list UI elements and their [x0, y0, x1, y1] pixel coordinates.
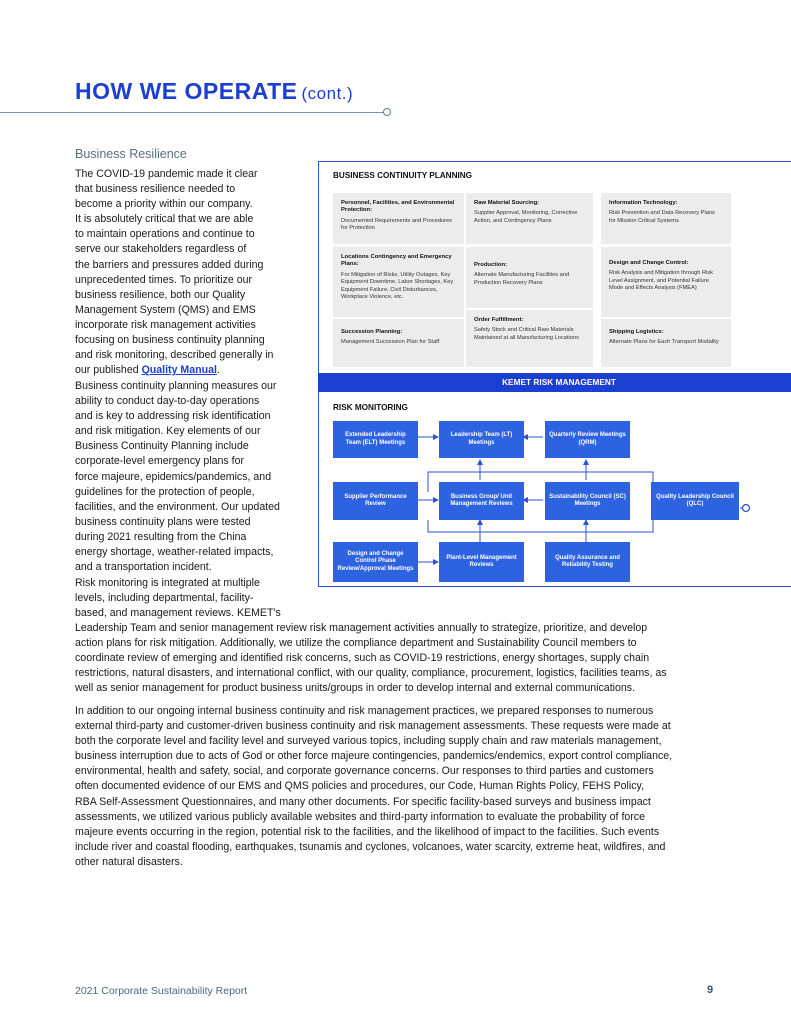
text-line: during 2021 resulting from the China — [75, 530, 247, 543]
text-line: both the corporate level and facility level and surveyed various topics, including supply chain and raw materials management, — [75, 735, 662, 748]
text-line: external third-party and customer-driven business continuity and risk management assessments. These requests were made at — [75, 720, 671, 733]
paragraph-intro-last-line — [75, 363, 315, 378]
text-line: RBA Self-Assessment Questionnaires, and many other documents. For specific facility-based surveys and business impact — [75, 795, 651, 808]
text-line: well as senior management for product business units/groups in order to develop internal and external communications. — [75, 682, 636, 695]
text-suffix: . — [216, 364, 220, 377]
rm-box-qrm: Quarterly Review Meetings (QRM) — [545, 421, 630, 458]
bcp-box-locations: Locations Contingency and Emergency Plans: For Mitigation of Risks, Utility Outages, Key Equipment Downtime, Labor Shortages, Key Equipment Failure, Civil Disturbances, Workplace Violence, etc. — [333, 247, 464, 317]
page-title-suffix: (cont.) — [301, 84, 354, 103]
text-line: often documented evidence of our EMS and QMS policies and procedures, our Code, Human Rights Policy, FEHS Policy, — [75, 780, 645, 793]
paragraph-intro — [75, 167, 315, 378]
text-line: Management System (QMS) and EMS — [75, 303, 256, 316]
text-line: guidelines for the protection of people, — [75, 485, 255, 498]
rm-box-qa-reliability: Quality Assurance and Reliability Testing — [545, 542, 630, 582]
text-line: and is key to addressing risk identification — [75, 410, 271, 423]
rm-box-plant-level: Plant-Level Management Reviews — [439, 542, 524, 582]
quality-manual-link[interactable]: Quality Manual — [141, 364, 217, 377]
footer-report-name: 2021 Corporate Sustainability Report — [75, 985, 248, 997]
text-line: incorporate risk management activities — [75, 318, 256, 331]
text-line: to maintain operations and continue to — [75, 228, 255, 241]
rm-box-qlc: Quality Leadership Council (QLC) — [651, 482, 739, 520]
text-line: force majeure, epidemics/pandemics, and — [75, 470, 272, 483]
bcp-box-it: Information Technology: Risk Prevention and Data Recovery Plans for Mission Critical Systems — [601, 193, 731, 244]
page-title: HOW WE OPERATE (cont.) — [75, 78, 354, 104]
text-line: Business continuity planning measures our — [75, 380, 277, 392]
rm-box-design-change: Design and Change Control Phase Review/Approval Meetings — [333, 542, 418, 582]
text-line: action plans for risk mitigation. Additionally, we utilize the compliance department and Sustainability Council members to — [75, 637, 637, 650]
text-line: include river and coastal flooding, earthquakes, tsunamis and cyclones, volcanoes, water scarcity, extreme heat, wildfires, and — [75, 840, 666, 853]
text-line: based, and management reviews. KEMET's — [75, 607, 281, 620]
text-line: corporate-level emergency plans for — [75, 455, 244, 468]
text-line: business resilience, both our Quality — [75, 288, 246, 301]
text-line: majeure events occurring in the region, potential risk to the facilities, and the likelihood of impact to the facilities. Such events — [75, 825, 660, 838]
text-line: The COVID-19 pandemic made it clear — [75, 168, 258, 180]
rm-title: RISK MONITORING — [333, 403, 408, 412]
bcp-box-order-fulfillment: Order Fulfillment: Safety Stock and Critical Raw Materials Maintained at all Manufacturing Locations — [466, 310, 593, 367]
rm-box-supplier: Supplier Performance Review — [333, 482, 418, 520]
text-line: that business resilience needed to — [75, 183, 236, 196]
paragraph-monitoring-narrow — [75, 576, 315, 621]
loop-qlc-bottom — [428, 520, 653, 532]
text-line: focusing on business continuity planning — [75, 334, 265, 347]
bcp-box-shipping: Shipping Logistics: Alternate Plans for Each Transport Modality — [601, 319, 731, 367]
bcp-title: BUSINESS CONTINUITY PLANNING — [333, 171, 473, 180]
text-line: It is absolutely critical that we are able — [75, 213, 254, 226]
text-line: business continuity plans were tested — [75, 515, 251, 528]
text-line: business interruption due to acts of God or other force majeure contingencies, pandemics/endemics, export control compliance, — [75, 750, 673, 763]
text-line: and risk mitigation. Key elements of our — [75, 425, 261, 438]
text-line: In addition to our ongoing internal business continuity and risk management practices, we prepared responses to numerous — [75, 705, 654, 717]
divider-end-dot — [383, 108, 391, 116]
bcp-box-raw-material: Raw Material Sourcing: Supplier Approval, Monitoring, Corrective Action, and Contingency Plans — [466, 193, 593, 244]
title-divider — [0, 112, 384, 113]
paragraph-assessments — [75, 704, 725, 870]
rm-box-elt: Extended Leadership Team (ELT) Meetings — [333, 421, 418, 458]
text-line: coordinate review of emerging and identified risk concerns, such as COVID-19 restrictions, energy shortages, supply chain — [75, 652, 650, 665]
section-heading: Business Resilience — [75, 147, 187, 161]
text-line: assessments, we utilized various publicly available websites and third-party information to evaluate the probability of force — [75, 810, 645, 823]
text-prefix: our published — [75, 364, 142, 377]
text-line: Risk monitoring is integrated at multiple — [75, 577, 260, 589]
rm-box-business-group: Business Group/ Unit Management Reviews — [439, 482, 524, 520]
text-line: and a transportation incident. — [75, 561, 212, 574]
footer-page-number: 9 — [707, 984, 714, 996]
paragraph-monitoring-wide — [75, 621, 725, 696]
bcp-box-personnel: Personnel, Facilities, and Environmental Protection: Documented Requirements and Procedures for Protection — [333, 193, 464, 244]
text-line: the barriers and pressures added during — [75, 258, 264, 271]
text-line: and risk monitoring, described generally in — [75, 349, 274, 362]
text-line: facilities, and the environment. Our updated — [75, 500, 280, 513]
text-line: ability to conduct day-to-day operations — [75, 395, 260, 408]
text-line: become a priority within our company. — [75, 198, 253, 211]
text-line: environmental, health and safety, social, and corporate governance concerns. Our responses to third parties and customers — [75, 765, 654, 778]
bcp-box-production: Production: Alternate Manufacturing Facilities and Production Recovery Plans — [466, 247, 593, 308]
text-line: serve our stakeholders regardless of — [75, 243, 247, 256]
text-line: unprecedented times. To prioritize our — [75, 273, 253, 286]
kemet-risk-management-band: KEMET RISK MANAGEMENT — [318, 373, 791, 392]
text-line: restrictions, natural disasters, and international conflict, with our quality, compliance, procurement, logistics, facilities teams, as — [75, 667, 667, 680]
paragraph-continuity — [75, 379, 315, 575]
text-line: energy shortage, weather-related impacts, — [75, 546, 274, 559]
text-line: levels, including departmental, facility- — [75, 592, 254, 605]
text-line: Leadership Team and senior management review risk management activities annually to strategize, prioritize, and develop — [75, 622, 648, 634]
text-line: Business Continuity Planning include — [75, 440, 249, 453]
text-line: other natural disasters. — [75, 855, 183, 868]
bcp-box-succession: Succession Planning: Management Succession Plan for Staff — [333, 319, 464, 367]
qlc-end-dot — [743, 505, 750, 512]
rm-box-lt: Leadership Team (LT) Meetings — [439, 421, 524, 458]
paragraph-intro-lines — [75, 167, 315, 363]
bcp-box-design-change: Design and Change Control: Risk Analysis and Mitigation through Risk Level Assignment, and Potential Failure Mode and Effects Analysis (FMEA) — [601, 247, 731, 317]
rm-box-sc: Sustainability Council (SC) Meetings — [545, 482, 630, 520]
